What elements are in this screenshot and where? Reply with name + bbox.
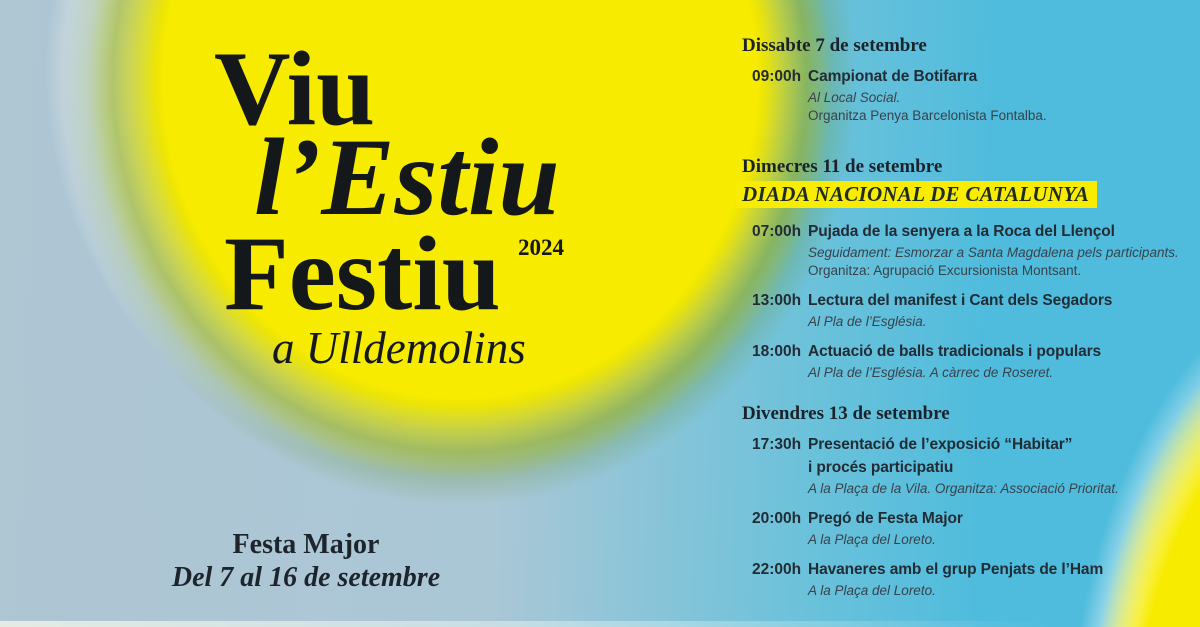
event-time: 09:00h [752,68,802,85]
event-text [808,508,1182,549]
event-row [742,341,1182,382]
event-detail: Organitza Penya Barcelonista Fontalba. [808,108,1047,123]
event-time: 20:00h [752,510,802,527]
event-title: Lectura del manifest i Cant dels Segadors [808,292,1113,309]
poster-footer [150,528,462,594]
schedule-section-dimecres-11 [742,155,1182,392]
event-title: Campionat de Botifarra [808,68,978,85]
event-detail: Seguidament: Esmorzar a Santa Magdalena pels participants. [808,245,1179,260]
schedule-section-dissabte-7 [742,34,1182,135]
diada-highlight-banner: DIADA NACIONAL DE CATALUNYA [736,181,1097,208]
title-subtitle-ulldemolins: a Ulldemolins [272,323,526,373]
event-text [808,559,1182,600]
event-text [808,221,1182,280]
event-row [742,66,1182,125]
bottom-edge-glow [0,621,1200,627]
footer-dates: Del 7 al 16 de setembre [171,562,441,593]
event-detail: Al Pla de l’Església. A càrrec de Roseret. [808,365,1054,380]
event-time: 13:00h [752,292,802,309]
day-heading: Divendres 13 de setembre [742,403,950,424]
event-text [808,434,1182,498]
event-row [742,559,1182,600]
schedule-column [742,0,1182,627]
event-time: 07:00h [752,223,802,240]
event-title: Actuació de balls tradicionals i populars [808,343,1102,360]
event-detail: A la Plaça del Loreto. [808,583,936,598]
event-time: 17:30h [752,436,802,453]
event-row [742,290,1182,331]
event-detail: Al Pla de l’Església. [808,314,927,329]
event-detail: A la Plaça de la Vila. Organitza: Associació Prioritat. [808,481,1119,496]
event-time: 22:00h [752,561,802,578]
event-detail: Organitza: Agrupació Excursionista Montsant. [808,263,1082,278]
day-heading: Dimecres 11 de setembre [742,156,943,177]
event-text [808,290,1182,331]
event-title: Pregó de Festa Major [808,510,963,527]
event-title: Presentació de l’exposició “Habitar” [808,436,1073,453]
event-title: Havaneres amb el grup Penjats de l’Ham [808,561,1104,578]
event-row [742,221,1182,280]
event-row [742,508,1182,549]
title-word-viu: Viu [214,30,376,147]
title-word-festiu: Festiu [224,215,501,332]
schedule-section-divendres-13 [742,402,1182,610]
day-heading: Dissabte 7 de setembre [742,35,927,56]
event-detail: A la Plaça del Loreto. [808,532,936,547]
title-word-lestiu: l’Estiu [254,116,560,238]
event-text [808,66,1182,125]
event-title-line2: i procés participatiu [808,459,954,476]
event-detail: Al Local Social. [808,90,901,105]
event-text [808,341,1182,382]
footer-festa-major: Festa Major [232,529,380,560]
event-row [742,434,1182,498]
event-title: Pujada de la senyera a la Roca del Llençol [808,223,1115,240]
title-year: 2024 [518,235,564,260]
event-time: 18:00h [752,343,802,360]
